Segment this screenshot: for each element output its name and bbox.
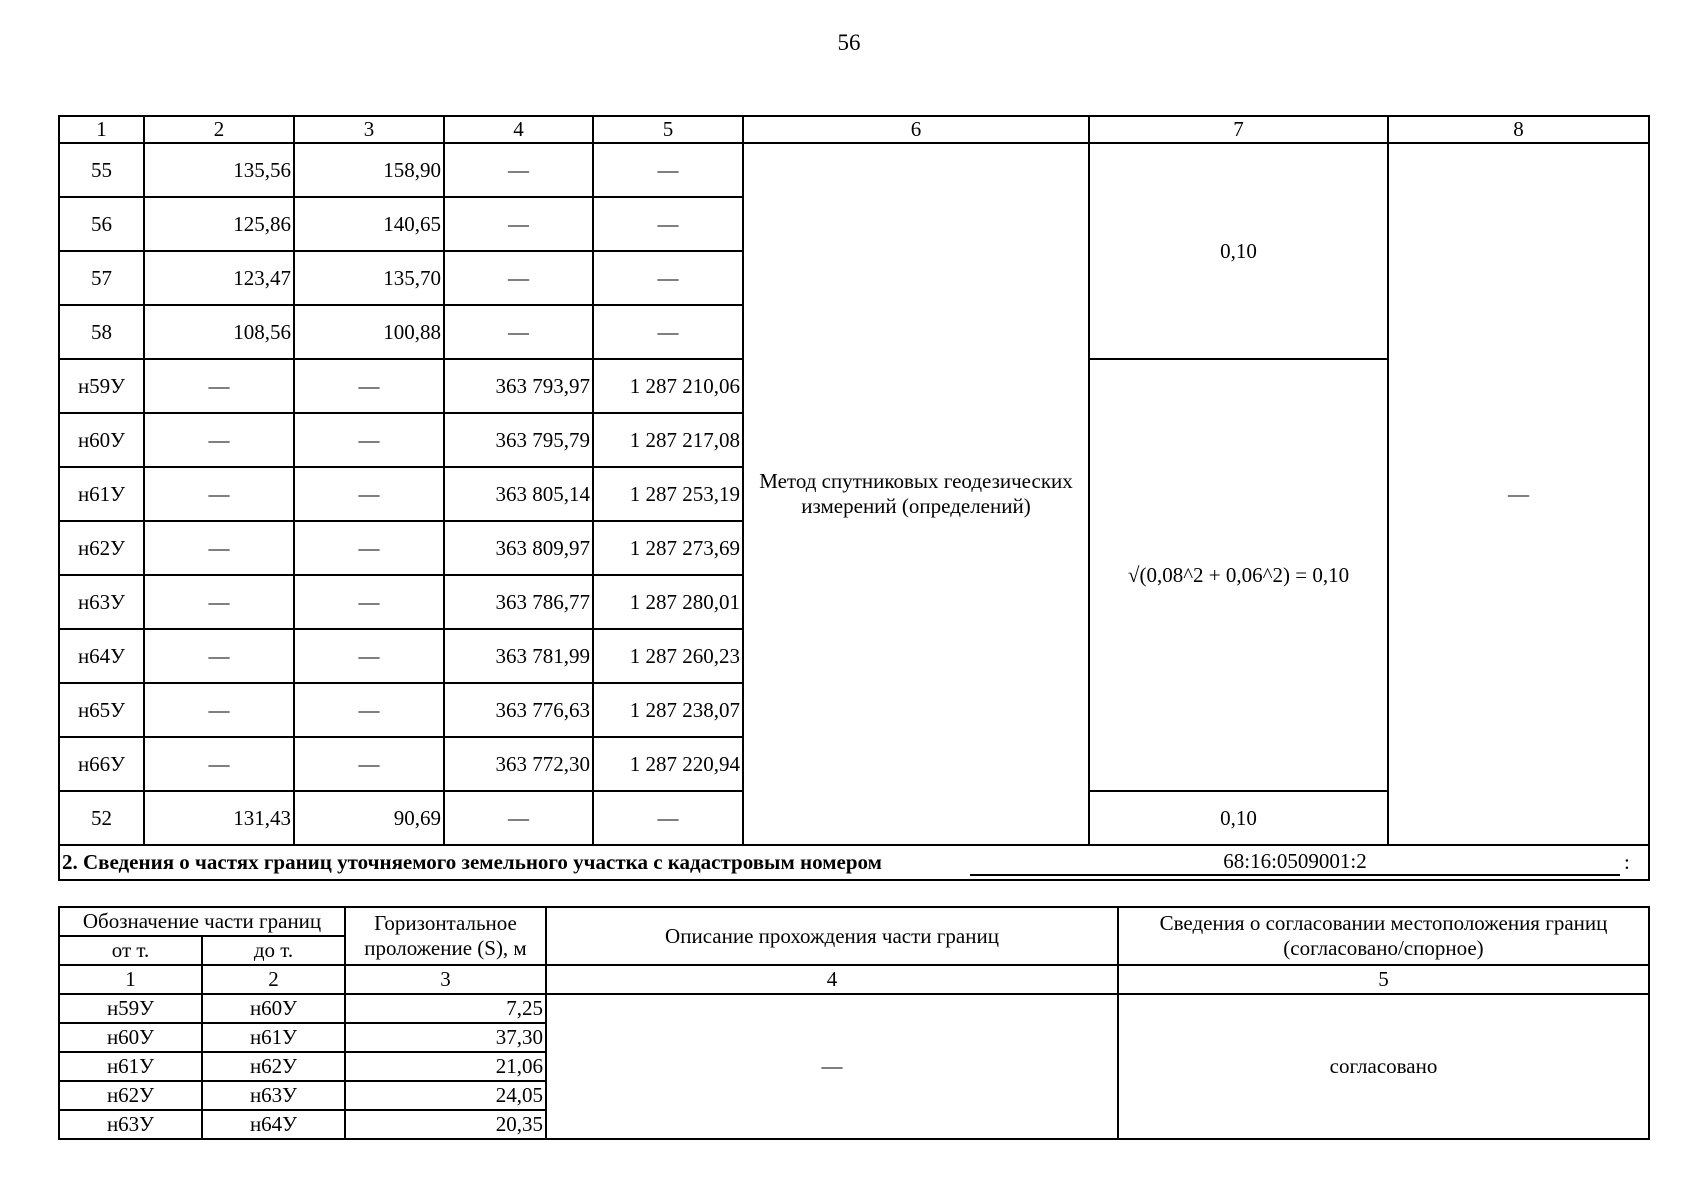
point-name: 56 bbox=[59, 197, 144, 251]
to-point: н60У bbox=[202, 994, 345, 1023]
new-y-value: 1 287 220,94 bbox=[593, 737, 743, 791]
new-x-value: 363 805,14 bbox=[444, 467, 593, 521]
new-y-value: 1 287 217,08 bbox=[593, 413, 743, 467]
new-x-value: — bbox=[444, 143, 593, 197]
column-number: 6 bbox=[743, 116, 1089, 143]
old-x-value: — bbox=[144, 521, 294, 575]
new-x-value: — bbox=[444, 251, 593, 305]
old-x-value: — bbox=[144, 629, 294, 683]
old-y-value: 135,70 bbox=[294, 251, 444, 305]
to-point: н64У bbox=[202, 1110, 345, 1139]
old-x-value: 108,56 bbox=[144, 305, 294, 359]
header-description: Описание прохождения части границ bbox=[546, 907, 1118, 965]
old-y-value: — bbox=[294, 521, 444, 575]
new-y-value: — bbox=[593, 305, 743, 359]
column-number: 1 bbox=[59, 965, 202, 994]
old-y-value: — bbox=[294, 467, 444, 521]
old-y-value: — bbox=[294, 737, 444, 791]
new-x-value: 363 781,99 bbox=[444, 629, 593, 683]
old-y-value: 100,88 bbox=[294, 305, 444, 359]
page-number: 56 bbox=[837, 30, 861, 55]
old-x-value: 123,47 bbox=[144, 251, 294, 305]
point-name: н65У bbox=[59, 683, 144, 737]
old-x-value: 125,86 bbox=[144, 197, 294, 251]
column-number: 4 bbox=[546, 965, 1118, 994]
point-name: н62У bbox=[59, 521, 144, 575]
point-name: 55 bbox=[59, 143, 144, 197]
method-cell: Метод спутниковых геодезических измерений (определений) bbox=[743, 143, 1089, 845]
new-y-value: 1 287 273,69 bbox=[593, 521, 743, 575]
old-y-value: — bbox=[294, 575, 444, 629]
column-number: 5 bbox=[1118, 965, 1649, 994]
new-x-value: — bbox=[444, 305, 593, 359]
header-length: Горизонтальное проложение (S), м bbox=[345, 907, 546, 965]
header-to: до т. bbox=[202, 936, 345, 965]
column-number: 4 bbox=[444, 116, 593, 143]
length-value: 7,25 bbox=[345, 994, 546, 1023]
old-y-value: — bbox=[294, 629, 444, 683]
column-number: 2 bbox=[202, 965, 345, 994]
column-8-cell: — bbox=[1388, 143, 1649, 845]
section-title: 2. Сведения о частях границ уточняемого земельного участка с кадастровым номером bbox=[62, 850, 882, 874]
old-x-value: — bbox=[144, 683, 294, 737]
column-number: 7 bbox=[1089, 116, 1388, 143]
table-row bbox=[59, 143, 1649, 197]
column-number: 2 bbox=[144, 116, 294, 143]
new-x-value: — bbox=[444, 197, 593, 251]
old-x-value: — bbox=[144, 359, 294, 413]
description-cell: — bbox=[546, 994, 1118, 1139]
old-y-value: — bbox=[294, 413, 444, 467]
point-name: н63У bbox=[59, 575, 144, 629]
to-point: н61У bbox=[202, 1023, 345, 1052]
old-x-value: 131,43 bbox=[144, 791, 294, 845]
point-name: 52 bbox=[59, 791, 144, 845]
column-number-row bbox=[59, 965, 1649, 994]
new-y-value: — bbox=[593, 143, 743, 197]
from-point: н63У bbox=[59, 1110, 202, 1139]
length-value: 20,35 bbox=[345, 1110, 546, 1139]
point-name: н61У bbox=[59, 467, 144, 521]
old-x-value: — bbox=[144, 737, 294, 791]
column-number: 5 bbox=[593, 116, 743, 143]
agreement-cell: согласовано bbox=[1118, 994, 1649, 1139]
header-boundary-part: Обозначение части границ bbox=[59, 907, 345, 936]
new-x-value: 363 795,79 bbox=[444, 413, 593, 467]
accuracy-top-cell: 0,10 bbox=[1089, 143, 1388, 359]
point-name: 58 bbox=[59, 305, 144, 359]
accuracy-formula-cell: √(0,08^2 + 0,06^2) = 0,10 bbox=[1089, 359, 1388, 791]
new-x-value: 363 793,97 bbox=[444, 359, 593, 413]
new-y-value: — bbox=[593, 791, 743, 845]
old-x-value: — bbox=[144, 467, 294, 521]
length-value: 24,05 bbox=[345, 1081, 546, 1110]
header-agreement: Сведения о согласовании местоположения границ (согласовано/спорное) bbox=[1118, 907, 1649, 965]
point-name: н59У bbox=[59, 359, 144, 413]
to-point: н62У bbox=[202, 1052, 345, 1081]
point-name: 57 bbox=[59, 251, 144, 305]
accuracy-bottom-cell: 0,10 bbox=[1089, 791, 1388, 845]
new-y-value: 1 287 238,07 bbox=[593, 683, 743, 737]
title-colon: : bbox=[1624, 850, 1630, 874]
from-point: н62У bbox=[59, 1081, 202, 1110]
header-from: от т. bbox=[59, 936, 202, 965]
old-y-value: 158,90 bbox=[294, 143, 444, 197]
new-y-value: 1 287 253,19 bbox=[593, 467, 743, 521]
length-value: 21,06 bbox=[345, 1052, 546, 1081]
header-row bbox=[59, 907, 1649, 936]
table-row bbox=[59, 994, 1649, 1023]
new-y-value: 1 287 210,06 bbox=[593, 359, 743, 413]
point-name: н60У bbox=[59, 413, 144, 467]
old-x-value: 135,56 bbox=[144, 143, 294, 197]
old-x-value: — bbox=[144, 575, 294, 629]
new-y-value: 1 287 280,01 bbox=[593, 575, 743, 629]
cadastral-number: 68:16:0509001:2 bbox=[970, 849, 1620, 876]
new-x-value: — bbox=[444, 791, 593, 845]
column-number: 3 bbox=[345, 965, 546, 994]
section-title-row bbox=[59, 845, 1649, 880]
column-number: 1 bbox=[59, 116, 144, 143]
section-title-cell bbox=[59, 845, 1649, 880]
from-point: н61У bbox=[59, 1052, 202, 1081]
to-point: н63У bbox=[202, 1081, 345, 1110]
column-number: 3 bbox=[294, 116, 444, 143]
from-point: н60У bbox=[59, 1023, 202, 1052]
from-point: н59У bbox=[59, 994, 202, 1023]
new-x-value: 363 786,77 bbox=[444, 575, 593, 629]
point-name: н66У bbox=[59, 737, 144, 791]
length-value: 37,30 bbox=[345, 1023, 546, 1052]
column-number-row bbox=[59, 116, 1649, 143]
boundary-parts-table bbox=[58, 906, 1650, 1140]
column-number: 8 bbox=[1388, 116, 1649, 143]
old-y-value: 140,65 bbox=[294, 197, 444, 251]
new-x-value: 363 772,30 bbox=[444, 737, 593, 791]
old-y-value: 90,69 bbox=[294, 791, 444, 845]
new-x-value: 363 776,63 bbox=[444, 683, 593, 737]
new-y-value: 1 287 260,23 bbox=[593, 629, 743, 683]
new-x-value: 363 809,97 bbox=[444, 521, 593, 575]
old-x-value: — bbox=[144, 413, 294, 467]
new-y-value: — bbox=[593, 251, 743, 305]
old-y-value: — bbox=[294, 359, 444, 413]
old-y-value: — bbox=[294, 683, 444, 737]
new-y-value: — bbox=[593, 197, 743, 251]
point-name: н64У bbox=[59, 629, 144, 683]
coordinates-table bbox=[58, 115, 1650, 881]
